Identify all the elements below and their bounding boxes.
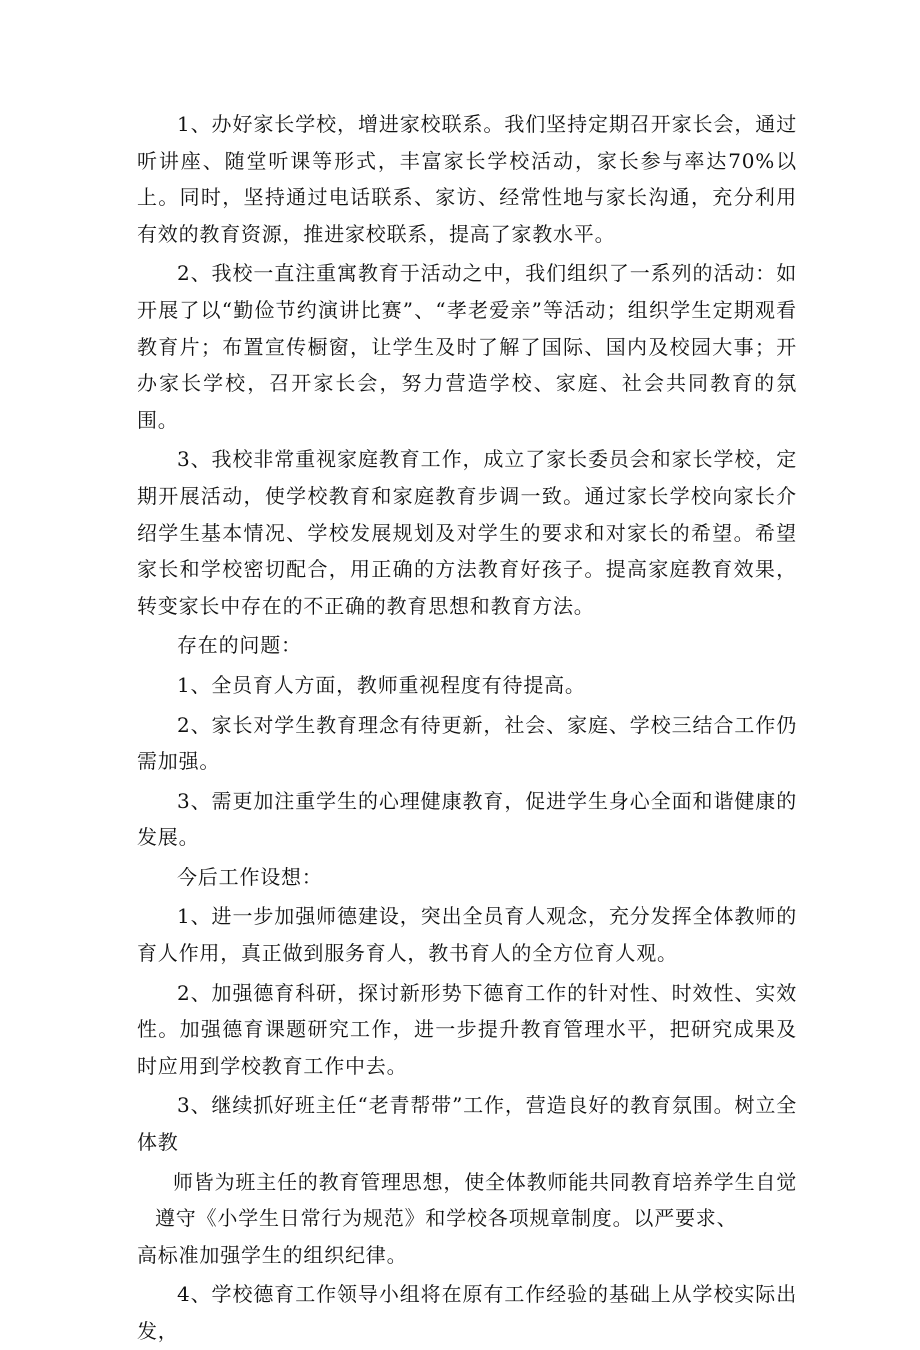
plan-2: 2、加强德育科研，探讨新形势下德育工作的针对性、时效性、实效性。加强德育课题研究工作，进一步提升教育管理水平，把研究成果及时应用到学校教育工作中去。 — [137, 980, 797, 1078]
problems-heading: 存在的问题： — [177, 633, 302, 658]
plan-3: 3、继续抓好班主任“老青帮带”工作，营造良好的教育氛围。树立全体教 — [137, 1093, 797, 1155]
paragraph-2: 2、我校一直注重寓教育于活动之中，我们组织了一系列的活动：如开展了以“勤俭节约演讲比赛”、“孝老爱亲”等活动；组织学生定期观看教育片；布置宣传橱窗，让学生及时了解了国际、国内及校园大事；开办家长学校，召开家长会，努力营造学校、家庭、社会共同教育的氛围。 — [137, 261, 797, 432]
problem-1: 1、全员育人方面，教师重视程度有待提高。 — [177, 672, 586, 697]
problem-2: 2、家长对学生教育理念有待更新，社会、家庭、学校三结合工作仍需加强。 — [137, 712, 797, 774]
plans-heading: 今后工作设想： — [177, 864, 323, 889]
plan-4: 4、学校德育工作领导小组将在原有工作经验的基础上从学校实际出发， — [137, 1282, 797, 1343]
plan-1: 1、进一步加强师德建设，突出全员育人观念，充分发挥全体教师的育人作用，真正做到服务育人，教书育人的全方位育人观。 — [137, 904, 797, 966]
plan-3-continuation-1: 师皆为班主任的教育管理思想，使全体教师能共同教育培养学生自觉 — [173, 1169, 797, 1194]
plan-3-continuation-2: 遵守《小学生日常行为规范》和学校各项规章制度。以严要求、 — [155, 1206, 738, 1231]
paragraph-1: 1、办好家长学校，增进家校联系。我们坚持定期召开家长会，通过听讲座、随堂听课等形式，丰富家长学校活动，家长参与率达70%以上。同时，坚持通过电话联系、家访、经常性地与家长沟通，充分利用有效的教育资源，推进家校联系，提高了家教水平。 — [137, 112, 797, 246]
paragraph-3: 3、我校非常重视家庭教育工作，成立了家长委员会和家长学校，定期开展活动，使学校教育和家庭教育步调一致。通过家长学校向家长介绍学生基本情况、学校发展规划及对学生的要求和对家长的希望。希望家长和学校密切配合，用正确的方法教育好孩子。提高家庭教育效果，转变家长中存在的不正确的教育思想和教育方法。 — [137, 447, 797, 618]
document-body — [137, 106, 797, 1350]
plan-3-continuation-3: 高标准加强学生的组织纪律。 — [137, 1242, 408, 1267]
problem-3: 3、需更加注重学生的心理健康教育，促进学生身心全面和谐健康的发展。 — [137, 788, 797, 850]
